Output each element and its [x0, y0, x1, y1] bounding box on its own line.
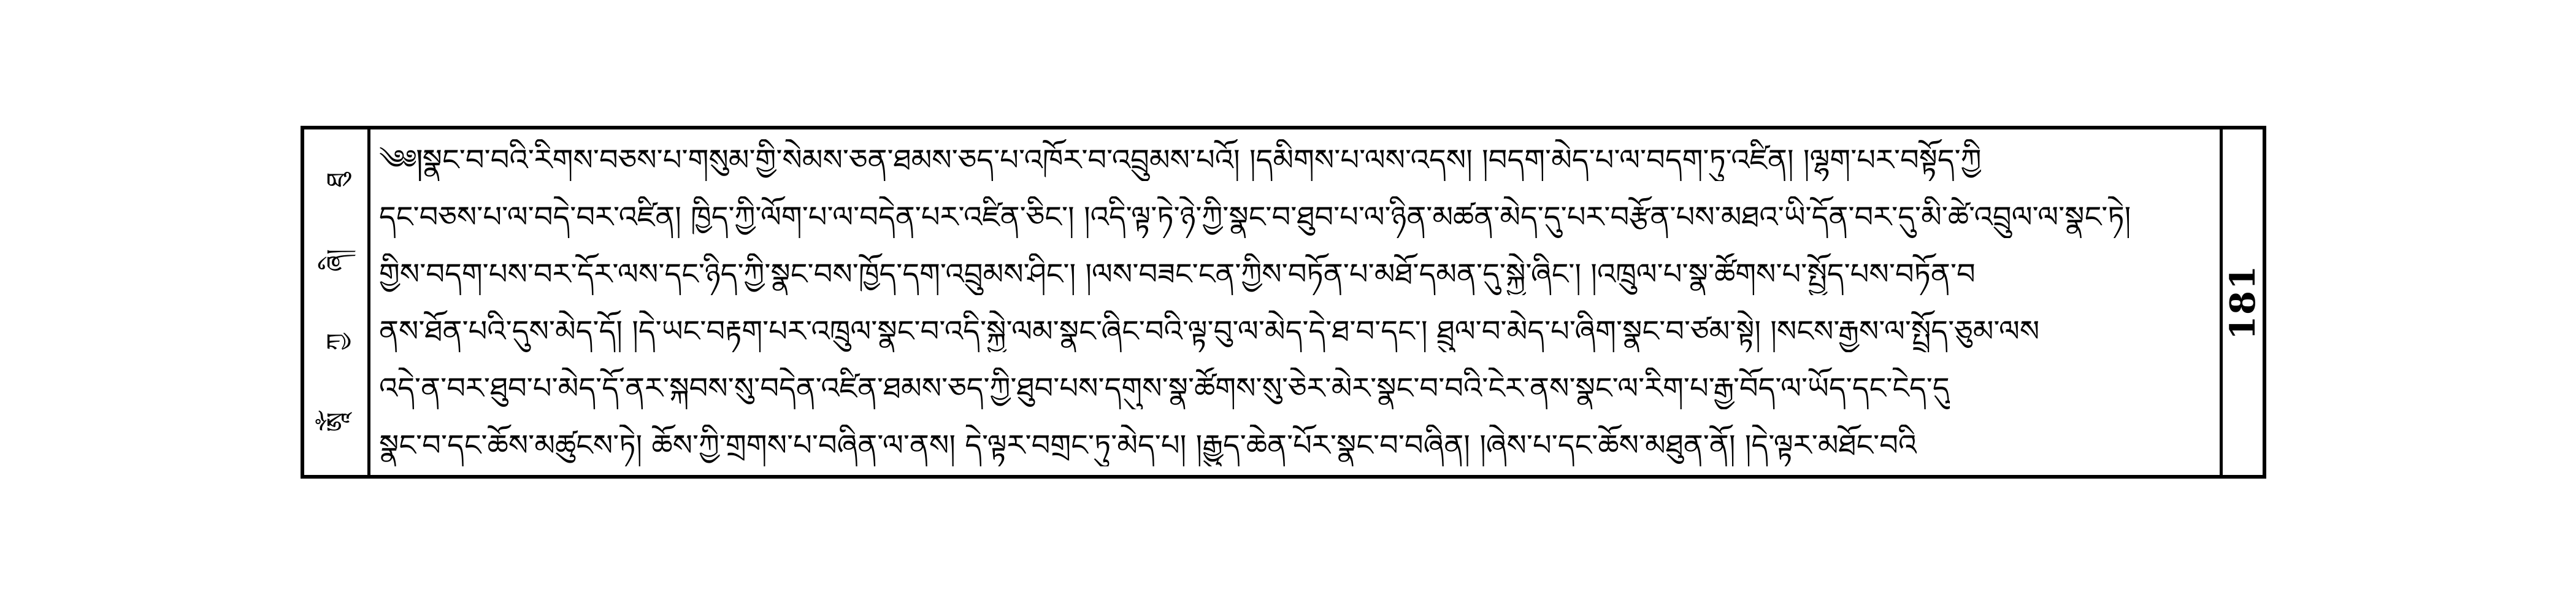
text-line [379, 425, 2211, 466]
text-line [379, 368, 2211, 409]
text-line [379, 196, 2211, 238]
line-text: ནས་ཐོན་པའི་དུས་མེད་དོ། །དེ་ཡང་བརྟག་པར་འཁྲུལ་སྣང་བ་འདི་སྐྱེ་ལམ་སྣང་ཞིང་བའི་ལྟ་བུ་ལ་མེད་དེ་ཐ་བ་དང་། ཐྲུལ་བ་མེད་པ་ཞིག་སྣང་བ་ཙམ་སྟེ། །སངས་རྒྱས་ལ་སྤྲོད་ཅུམ་ལས [379, 314, 2040, 349]
line-marker: ༄༅། [379, 144, 423, 175]
pecha-folio [301, 126, 2266, 479]
left-margin [304, 129, 370, 475]
line-text: འདེ་ན་བར་ཐུབ་པ་མེད་དོ་ནར་སྐབས་སུ་བདེན་འཛིན་ཐམས་ཅད་ཀྱི་ཐུབ་པས་དགུས་སྣ་ཚོགས་སུ་ཅེར་མེར་སྣང་བ་བའི་ངེར་ནས་སྣང་ལ་རིག་པ་རྒྱ་བོད་ལ་ཡོད་དང་ངེད་དུ [379, 371, 1950, 406]
text-line [379, 310, 2211, 352]
line-text: །སྣང་བ་བའི་རིགས་བཅས་པ་གསུམ་གྱི་སེམས་ཅན་ཐམས་ཅད་པ་འཁོར་བ་འབྲུམས་པའོ། །དམིགས་པ་ལས་འདས། །བདག་མེད་པ་ལ་བདག་ཏུ་འཛིན། །ལྷག་པར་བསྟོད་ཀྱི [416, 143, 1982, 177]
margin-label: ཞི། [321, 249, 350, 272]
margin-label: ཨཱོཾ [321, 412, 350, 432]
page-number: 181 [2222, 264, 2263, 340]
line-text: དང་བཅས་པ་ལ་བདེ་བར་འཛིན། ཁྱིད་ཀྱི་ལོག་པ་ལ་བདེན་པར་འཛིན་ཅིང་། །འདི་ལྟ་ཏེ་ཉེ་ཀྱི་སྣང་བ་ཐུབ་པ་ལ་ཉིན་མཚན་མེད་དུ་པར་བརྩོན་པས་མཐའ་ཡི་དོན་བར་དུ་མི་ཚེ་འབྲུལ་ལ་སྣང་ཏེ། [379, 200, 2131, 234]
text-line [379, 253, 2211, 295]
line-text: སྣང་བ་དང་ཆོས་མཚུངས་ཏེ། ཆོས་ཀྱི་གྲགས་པ་བཞིན་ལ་ནས། དེ་ལྟར་བགྲང་ཏུ་མེད་པ། །རྒྱུད་ཆེན་པོར་སྣང་བ་བཞིན། །ཞེས་པ་དང་ཆོས་མཐུན་ནོ། །དེ་ལྟར་མཐོང་བའི [379, 428, 1917, 463]
margin-label: ཀྱ [321, 333, 350, 351]
right-margin [2220, 129, 2263, 475]
line-text: གྱིས་བདག་པས་བར་དོར་ལས་དང་ཉིད་ཀྱི་སྣང་བས་ཁྱོད་དག་འབྲུམས་ཤིང་། །ལས་བཟང་ངན་ཀྱིས་བཏོན་པ་མཐོ་དམན་དུ་སྐྱེ་ཞིང་། །འཁྲུལ་པ་སྣ་ཚོགས་པ་སྤྱོད་པས་བཏོན་བ [379, 257, 1976, 291]
text-block [379, 139, 2211, 466]
margin-label: ཐུ [321, 172, 350, 188]
text-line [379, 139, 2211, 181]
